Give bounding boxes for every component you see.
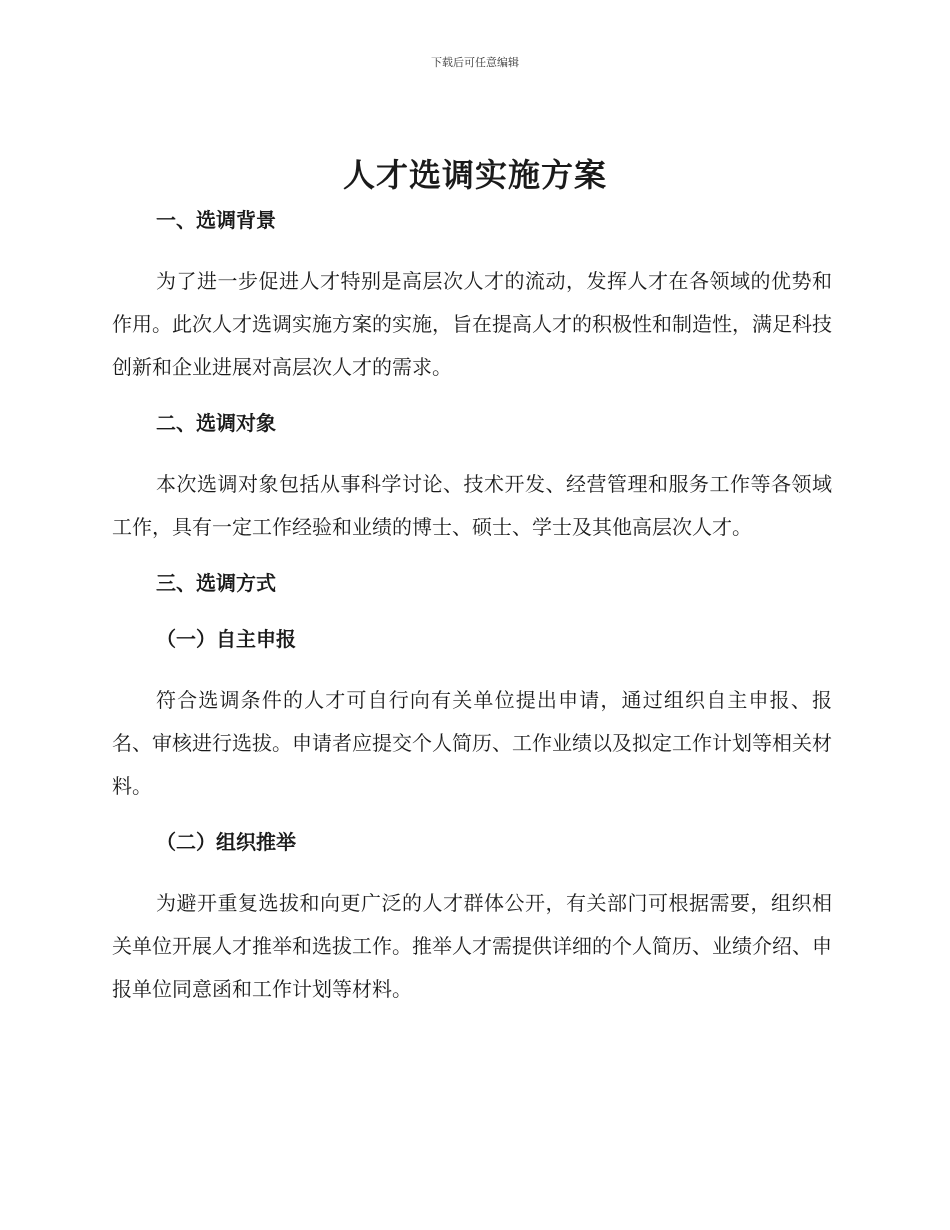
section-paragraph-background: 为了进一步促进人才特别是高层次人才的流动，发挥人才在各领域的优势和作用。此次人才选调实施方案的实施，旨在提高人才的积极性和制造性，满足科技创新和企业进展对高层次人才的需求。 (112, 269, 832, 379)
subsection-heading-recommendation: （二）组织推举 (156, 830, 296, 854)
subsection-paragraph-recommendation: 为避开重复选拔和向更广泛的人才群体公开，有关部门可根据需要，组织相关单位开展人才推举和选拔工作。推举人才需提供详细的个人简历、业绩介绍、申报单位同意函和工作计划等材料。 (112, 891, 832, 1001)
section-heading-method: 三、选调方式 (156, 571, 276, 595)
document-body (112, 204, 832, 1011)
subsection-heading-self-application: （一）自主申报 (156, 627, 296, 651)
section-heading-background: 一、选调背景 (156, 208, 276, 232)
document-title: 人才选调实施方案 (342, 156, 607, 194)
subsection-paragraph-self-application: 符合选调条件的人才可自行向有关单位提出申请，通过组织自主申报、报名、审核进行选拔。申请者应提交个人简历、工作业绩以及拟定工作计划等相关材料。 (112, 688, 832, 798)
header-note: 下载后可任意编辑 (431, 56, 519, 69)
section-heading-target: 二、选调对象 (156, 411, 276, 435)
section-paragraph-target: 本次选调对象包括从事科学讨论、技术开发、经营管理和服务工作等各领域工作，具有一定工作经验和业绩的博士、硕士、学士及其他高层次人才。 (112, 472, 832, 539)
